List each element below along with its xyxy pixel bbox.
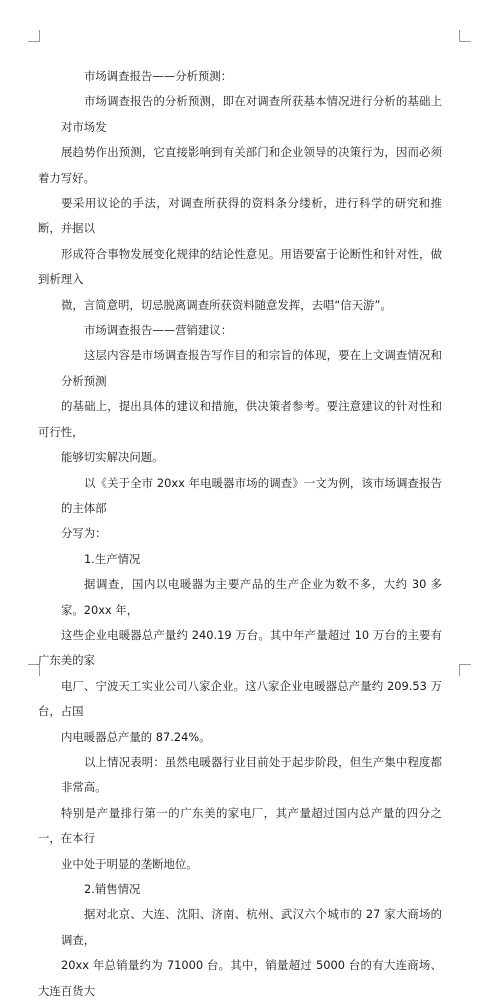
document-body [38,64,442,1004]
text-line: 市场调查报告——营销建议： [84,323,233,338]
text-line: 这些企业电暖器总产量约 240.19 万台。其中年产量超过 10 万台的主要有广东美的家 [38,627,442,668]
text-line: 据对北京、大连、沈阳、济南、杭州、武汉六个城市的 27 家大商场的调查， [61,907,442,947]
text-line: 微，言简意明，切忌脱离调查所获资料随意发挥，去唱“信天游”。 [61,297,392,312]
text-line: 业中处于明显的垄断地位。 [61,856,198,871]
crop-mark-top-left [28,30,40,42]
section-heading-marketing [61,318,442,343]
text-line: 1.生产情况 [84,551,141,566]
text-line: 市场调查报告的分析预测，即在对调查所获基本情况进行分析的基础上对市场发 [61,94,442,134]
text-line: 据调查，国内以电暖器为主要产品的生产企业为数不多，大约 30 多家。20xx 年， [61,577,442,617]
crop-mark-bottom-right [459,664,471,676]
text-line: 能够切实解决问题。 [61,450,164,465]
paragraph-analysis-forecast [38,89,442,318]
text-line: 内电暖器总产量的 87.24%。 [61,729,211,744]
paragraph-production-data [38,572,442,750]
paragraph-example-intro [61,471,442,547]
text-line: 这层内容是市场调查报告写作目的和宗旨的体现，要在上文调查情况和分析预测 [61,348,442,388]
text-line: 以《关于全市 20xx 年电暖器市场的调查》一文为例，该市场调查报告的主体部 [61,475,442,515]
paragraph-production-analysis [38,750,442,877]
text-line: 特别是产量排行第一的广东美的家电厂，其产量超过国内总产量的四分之一，在本行 [38,805,442,846]
text-line: 要采用议论的手法，对调查所获得的资料条分缕析，进行科学的研究和推断，并据以 [38,196,442,236]
crop-mark-top-right [459,30,471,42]
text-line: 电厂、宁波天工实业公司八家企业。这八家企业电暖器总产量约 209.53 万台，占国 [38,678,442,719]
text-line: 2.销售情况 [84,882,141,896]
section-heading-analysis [61,64,442,89]
subheading-sales [61,877,442,902]
text-line: 形成符合事物发展变化规律的结论性意见。用语要富于论断性和针对性，做到析理入 [38,246,442,287]
text-line: 展趋势作出预测，它直接影响到有关部门和企业领导的决策行为，因而必须着力写好。 [38,145,442,185]
text-line: 20xx 年总销量约为 71000 台。其中，销量超过 5000 台的有大连商场、大连百货大 [38,958,442,998]
paragraph-marketing-suggestions [38,343,442,470]
subheading-production [61,547,442,572]
paragraph-sales-data [38,902,442,1004]
text-line: 分写为： [61,526,107,541]
text-line: 市场调查报告——分析预测： [84,69,233,83]
text-line: 的基础上，提出具体的建议和措施，供决策者参考。要注意建议的针对性和可行性， [38,399,442,439]
text-line: 以上情况表明：虽然电暖器行业目前处于起步阶段，但生产集中程度都非常高。 [61,754,442,795]
